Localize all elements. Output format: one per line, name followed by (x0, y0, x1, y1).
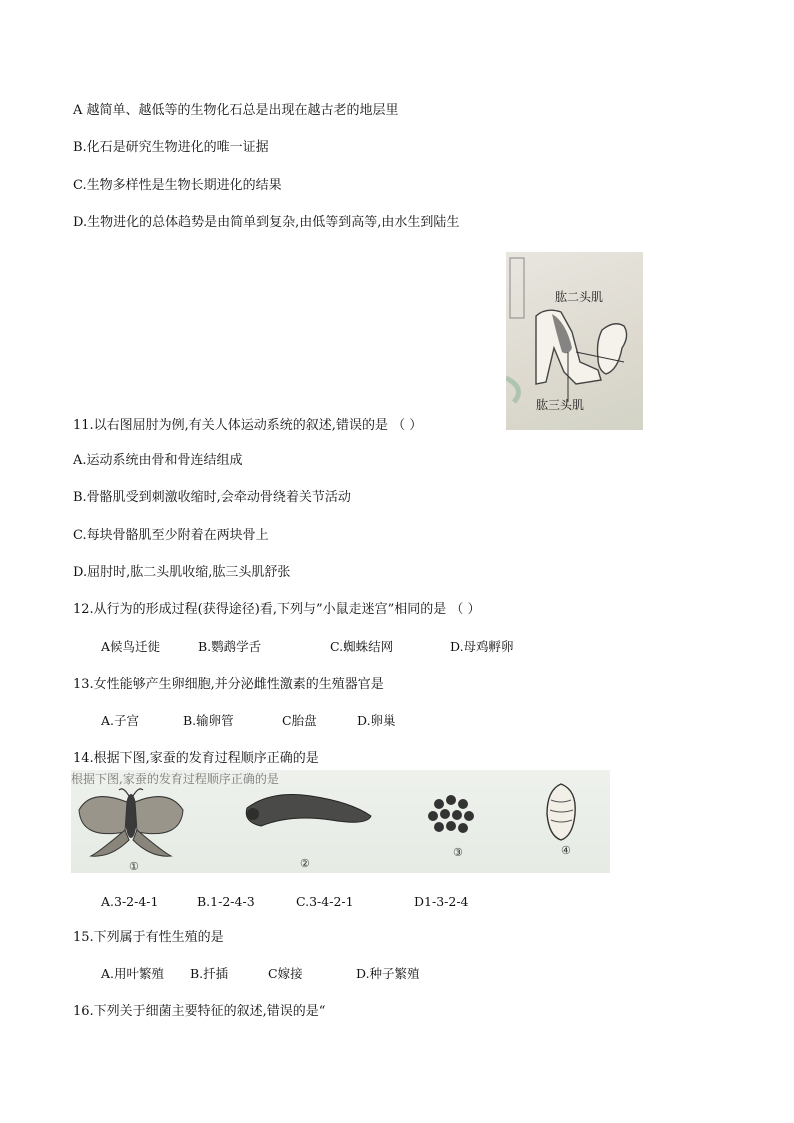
q10-option-c: C.生物多样性是生物长期进化的结果 (73, 178, 282, 193)
q14-stem: 14.根据下图,家蚕的发育过程顺序正确的是 (73, 751, 319, 766)
figure-caption: 根据下图,家蚕的发育过程顺序正确的是 (71, 772, 279, 786)
q12-option-d: D.母鸡孵卵 (450, 639, 514, 654)
larva-icon (246, 795, 371, 827)
q11-option-a: A.运动系统由骨和骨连结组成 (73, 453, 243, 468)
figure-number-2: ② (300, 857, 310, 870)
pupa-icon (547, 784, 575, 840)
q15-option-d: D.种子繁殖 (356, 966, 420, 981)
q13-option-c: C胎盘 (282, 713, 317, 728)
q15-option-c: C嫁接 (268, 966, 303, 981)
q13-option-d: D.卵巢 (357, 713, 396, 728)
q14-option-a: A.3-2-4-1 (101, 894, 159, 909)
q13-option-b: B.输卵管 (183, 713, 234, 728)
q14-option-d: D1-3-2-4 (414, 894, 469, 909)
q11-option-d: D.屈肘时,肱二头肌收缩,肱三头肌舒张 (73, 565, 291, 580)
q10-option-d: D.生物进化的总体趋势是由简单到复杂,由低等到高等,由水生到陆生 (73, 215, 460, 230)
q11-option-c: C.每块骨骼肌至少附着在两块骨上 (73, 528, 269, 543)
arm-flexion-figure (506, 252, 643, 430)
q14-option-c: C.3-4-2-1 (296, 894, 354, 909)
moth-icon (79, 789, 183, 856)
q13-option-a: A.子宫 (101, 713, 140, 728)
q12-option-a: A候鸟迁徙 (101, 639, 161, 654)
label-triceps: 肱三头肌 (536, 398, 585, 412)
q15-option-b: B.扦插 (190, 966, 229, 981)
label-biceps: 肱二头肌 (555, 290, 604, 304)
q12-stem: 12.从行为的形成过程(获得途径)看,下列与”小鼠走迷宫”相同的是 （ ） (73, 602, 481, 617)
q12-option-c: C.蜘蛛结网 (330, 639, 394, 654)
q12-option-b: B.鹦鹉学舌 (198, 639, 262, 654)
q10-option-a: A 越简单、越低等的生物化石总是出现在越古老的地层里 (73, 103, 399, 118)
q13-stem: 13.女性能够产生卵细胞,并分泌雌性激素的生殖器官是 (73, 677, 384, 692)
silkworm-lifecycle-figure (71, 770, 610, 873)
q11-stem: 11.以右图屈肘为例,有关人体运动系统的叙述,错误的是 （ ） (73, 418, 423, 433)
q15-option-a: A.用叶繁殖 (101, 966, 165, 981)
q16-stem: 16.下列关于细菌主要特征的叙述,错误的是“ (73, 1004, 326, 1019)
q10-option-b: B.化石是研究生物进化的唯一证据 (73, 140, 269, 155)
figure-number-3: ③ (453, 846, 463, 859)
q15-stem: 15.下列属于有性生殖的是 (73, 930, 224, 945)
q14-option-b: B.1-2-4-3 (197, 894, 255, 909)
q11-option-b: B.骨骼肌受到刺激收缩时,会牵动骨绕着关节活动 (73, 490, 351, 505)
figure-number-4: ④ (561, 844, 571, 857)
eggs-icon (428, 795, 474, 833)
figure-number-1: ① (129, 860, 139, 873)
